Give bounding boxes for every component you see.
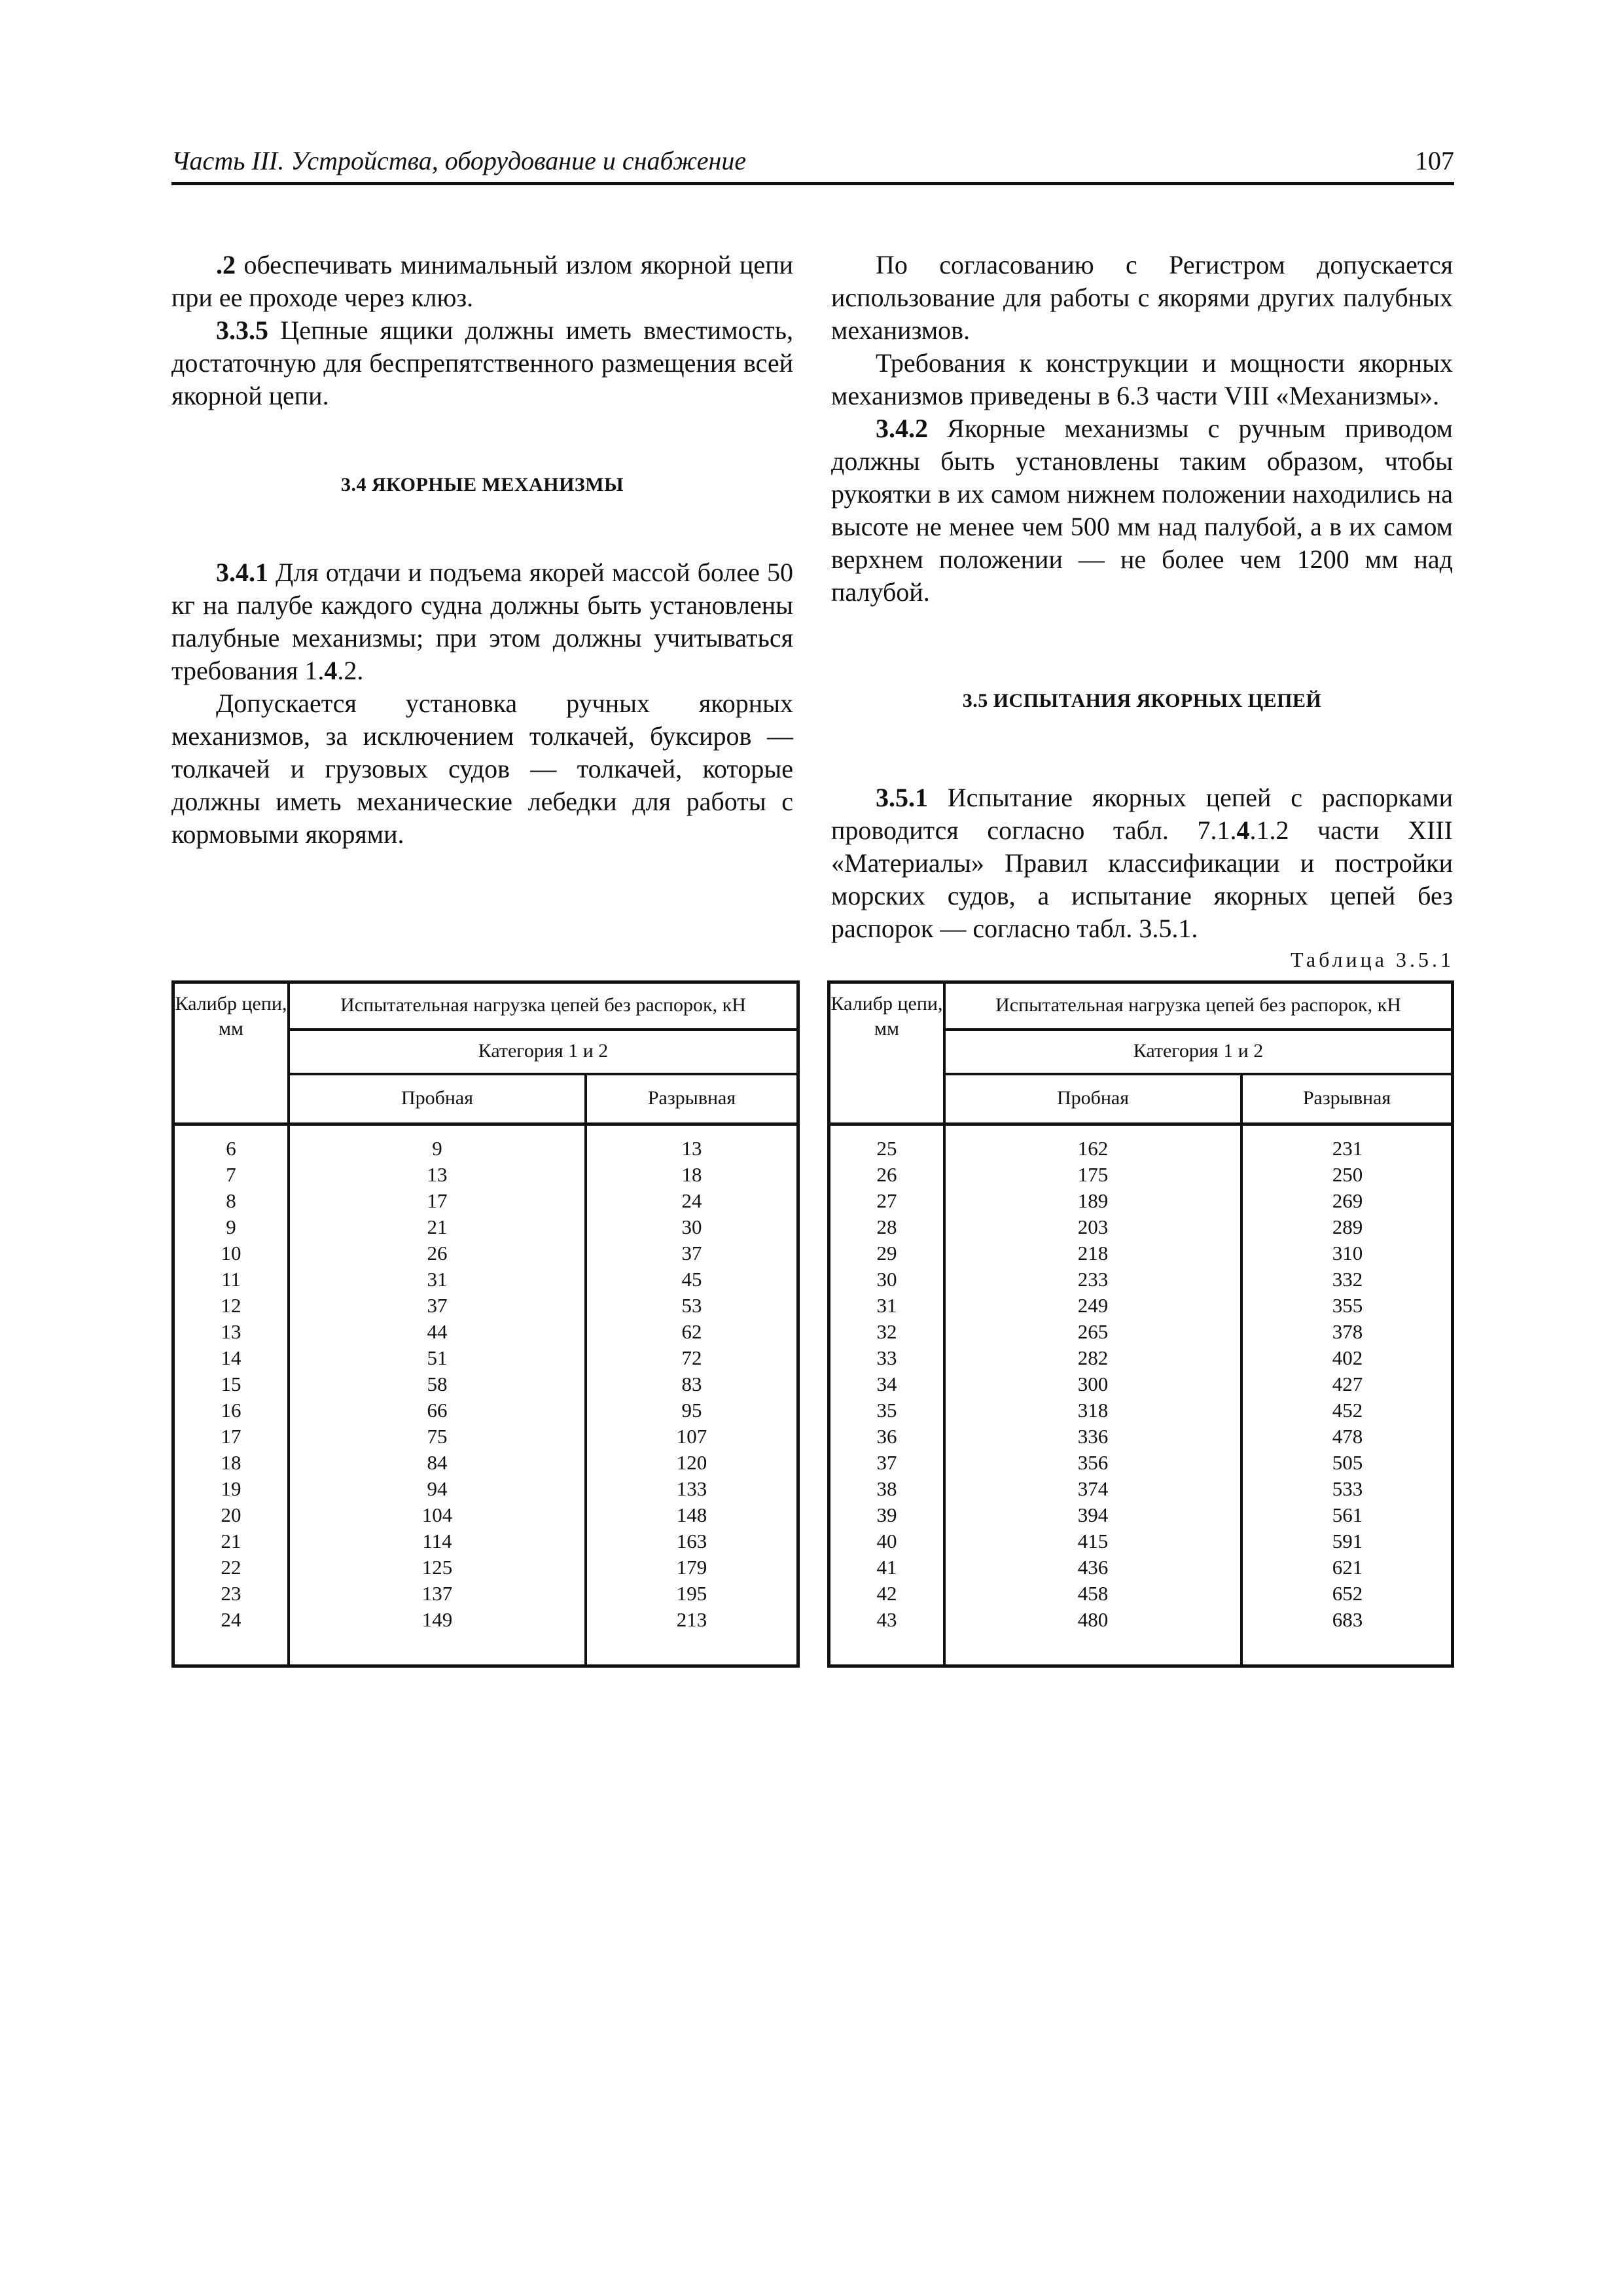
proof-load-cell: 75 [427,1425,448,1448]
breaking-load-cell: 45 [681,1268,702,1291]
header-load: Испытательная нагрузка цепей без распорок, кН [995,994,1401,1016]
chain-test-table-right [827,980,1454,1668]
proof-load-cell: 458 [1077,1582,1109,1605]
breaking-load-cell: 355 [1332,1294,1363,1317]
breaking-load-cell: 95 [681,1399,702,1422]
header-proof: Пробная [1056,1087,1130,1109]
caliber-cell: 41 [876,1556,897,1579]
page-number: 107 [1415,146,1454,175]
table-row [830,1397,1451,1424]
table-row [830,1502,1451,1528]
caliber-cell: 6 [226,1137,236,1160]
proof-load-cell: 17 [427,1189,448,1212]
table-row [830,1162,1451,1188]
caliber-cell: 18 [221,1451,241,1474]
table-row [830,1528,1451,1554]
table-row [175,1240,796,1266]
table-body-right [830,1136,1451,1633]
proof-load-cell: 265 [1077,1320,1109,1343]
paragraph: .2 обеспечивать минимальный излом якорной цепи при ее проходе через клюз. [171,250,793,312]
breaking-load-cell: 427 [1332,1372,1363,1395]
caliber-cell: 13 [221,1320,241,1343]
paragraph: Требования к конструкции и мощности якорных механизмов приведены в 6.3 части VIII «Механизмы». [831,348,1453,410]
chain-test-table-left [171,980,800,1668]
caliber-cell: 9 [226,1215,236,1238]
table-body-left [175,1136,796,1633]
table-row [830,1188,1451,1214]
breaking-load-cell: 683 [1332,1608,1363,1631]
table-row [830,1345,1451,1371]
table-row [175,1293,796,1319]
table-row [830,1450,1451,1476]
proof-load-cell: 480 [1077,1608,1109,1631]
table-row [175,1266,796,1293]
table-row [830,1214,1451,1240]
breaking-load-cell: 179 [676,1556,707,1579]
caliber-cell: 16 [221,1399,241,1422]
caliber-cell: 37 [876,1451,897,1474]
proof-load-cell: 175 [1077,1163,1109,1186]
header-caliber: Калибр цепи, мм [175,993,287,1039]
table-caption: Таблица 3.5.1 [1291,948,1454,971]
table-row [830,1293,1451,1319]
table-row [830,1424,1451,1450]
table-row [175,1162,796,1188]
table-row [175,1450,796,1476]
table-row [175,1136,796,1162]
paragraph: По согласованию с Регистром допускается использование для работы с якорями других палубных механизмов. [831,250,1453,345]
caliber-cell: 34 [876,1372,897,1395]
table-row [830,1266,1451,1293]
proof-load-cell: 66 [427,1399,448,1422]
breaking-load-cell: 120 [676,1451,707,1474]
paragraph: Допускается установка ручных якорных механизмов, за исключением толкачей, буксиров — толкачей и грузовых судов — толкачей, которые должны иметь механические лебедки для работы с кормовыми якорями. [171,689,793,849]
table-row [175,1502,796,1528]
proof-load-cell: 26 [427,1242,448,1265]
header-title: Часть III. Устройства, оборудование и снабжение [171,146,747,175]
caliber-cell: 14 [221,1346,241,1369]
caliber-cell: 36 [876,1425,897,1448]
header-breaking: Разрывная [1302,1087,1391,1109]
breaking-load-cell: 452 [1332,1399,1363,1422]
caliber-cell: 31 [876,1294,897,1317]
breaking-load-cell: 289 [1332,1215,1363,1238]
breaking-load-cell: 195 [676,1582,707,1605]
proof-load-cell: 218 [1077,1242,1109,1265]
header-category: Категория 1 и 2 [478,1040,609,1062]
caliber-cell: 27 [876,1189,897,1212]
caliber-cell: 43 [876,1608,897,1631]
header-breaking: Разрывная [647,1087,736,1109]
caliber-cell: 8 [226,1189,236,1212]
caliber-cell: 30 [876,1268,897,1291]
proof-load-cell: 104 [421,1503,453,1526]
section-heading: 3.4 ЯКОРНЫЕ МЕХАНИЗМЫ [340,474,624,495]
proof-load-cell: 51 [427,1346,448,1369]
caliber-cell: 25 [876,1137,897,1160]
breaking-load-cell: 310 [1332,1242,1363,1265]
proof-load-cell: 37 [427,1294,448,1317]
breaking-load-cell: 652 [1332,1582,1363,1605]
caliber-cell: 21 [221,1530,241,1552]
paragraph: 3.5.1 Испытание якорных цепей с распорками проводится согласно табл. 7.1.4.1.2 части XIII «Материалы» Правил классификации и постройки морских судов, а испытание якорных цепей без распорок — согласно табл. 3.5.1. [831,783,1453,943]
table-row [175,1607,796,1633]
proof-load-cell: 21 [427,1215,448,1238]
breaking-load-cell: 213 [676,1608,707,1631]
proof-load-cell: 415 [1077,1530,1109,1552]
left-column [171,249,793,851]
breaking-load-cell: 163 [676,1530,707,1552]
breaking-load-cell: 250 [1332,1163,1363,1186]
table-row [175,1188,796,1214]
caliber-cell: 33 [876,1346,897,1369]
table-row [830,1136,1451,1162]
proof-load-cell: 374 [1077,1477,1109,1500]
table-row [175,1581,796,1607]
paragraph: 3.4.1 Для отдачи и подъема якорей массой более 50 кг на палубе каждого судна должны быть установлены палубные механизмы; при этом должны учитываться требования 1.4.2. [171,558,793,685]
breaking-load-cell: 72 [681,1346,702,1369]
proof-load-cell: 189 [1077,1189,1109,1212]
breaking-load-cell: 53 [681,1294,702,1317]
caliber-cell: 24 [221,1608,241,1631]
section-heading: 3.5 ИСПЫТАНИЯ ЯКОРНЫХ ЦЕПЕЙ [962,690,1322,711]
proof-load-cell: 356 [1077,1451,1109,1474]
table-row [175,1345,796,1371]
caliber-cell: 35 [876,1399,897,1422]
proof-load-cell: 58 [427,1372,448,1395]
breaking-load-cell: 505 [1332,1451,1363,1474]
header-caliber: Калибр цепи, мм [830,993,943,1039]
table-row [175,1214,796,1240]
proof-load-cell: 233 [1077,1268,1109,1291]
header-load: Испытательная нагрузка цепей без распорок, кН [340,994,746,1016]
running-header [171,143,1454,185]
table-row [175,1371,796,1397]
breaking-load-cell: 107 [676,1425,707,1448]
caliber-cell: 19 [221,1477,241,1500]
table-row [175,1528,796,1554]
proof-load-cell: 44 [427,1320,448,1343]
caliber-cell: 38 [876,1477,897,1500]
table-row [830,1476,1451,1502]
caliber-cell: 7 [226,1163,236,1186]
breaking-load-cell: 533 [1332,1477,1363,1500]
caliber-cell: 23 [221,1582,241,1605]
proof-load-cell: 436 [1077,1556,1109,1579]
proof-load-cell: 114 [422,1530,452,1552]
proof-load-cell: 249 [1077,1294,1109,1317]
table-row [830,1607,1451,1633]
table-row [830,1240,1451,1266]
breaking-load-cell: 13 [681,1137,702,1160]
caliber-cell: 39 [876,1503,897,1526]
proof-load-cell: 94 [427,1477,448,1500]
proof-load-cell: 394 [1077,1503,1109,1526]
proof-load-cell: 300 [1077,1372,1109,1395]
breaking-load-cell: 269 [1332,1189,1363,1212]
caliber-cell: 42 [876,1582,897,1605]
table-row [175,1397,796,1424]
caliber-cell: 28 [876,1215,897,1238]
header-category: Категория 1 и 2 [1133,1040,1264,1062]
caliber-cell: 26 [876,1163,897,1186]
proof-load-cell: 149 [421,1608,453,1631]
header-proof: Пробная [401,1087,474,1109]
table-row [175,1319,796,1345]
paragraph: 3.3.5 Цепные ящики должны иметь вместимость, достаточную для беспрепятственного размещения всей якорной цепи. [171,315,793,410]
caliber-cell: 32 [876,1320,897,1343]
table-row [175,1476,796,1502]
caliber-cell: 12 [221,1294,241,1317]
proof-load-cell: 31 [427,1268,448,1291]
proof-load-cell: 13 [427,1163,448,1186]
proof-load-cell: 318 [1077,1399,1109,1422]
breaking-load-cell: 30 [681,1215,702,1238]
right-column [831,249,1453,945]
breaking-load-cell: 402 [1332,1346,1363,1369]
caliber-cell: 22 [221,1556,241,1579]
breaking-load-cell: 83 [681,1372,702,1395]
table-row [830,1581,1451,1607]
proof-load-cell: 336 [1077,1425,1109,1448]
breaking-load-cell: 133 [676,1477,707,1500]
paragraph: 3.4.2 Якорные механизмы с ручным приводом должны быть установлены таким образом, чтобы рукоятки в их самом нижнем положении находились на высоте не менее чем 500 мм над палубой, а в их самом верхнем положении — не более чем 1200 мм над палубой. [831,414,1453,607]
breaking-load-cell: 332 [1332,1268,1363,1291]
caliber-cell: 11 [221,1268,241,1291]
table-row [175,1554,796,1581]
proof-load-cell: 84 [427,1451,448,1474]
caliber-cell: 20 [221,1503,241,1526]
caliber-cell: 40 [876,1530,897,1552]
proof-load-cell: 282 [1077,1346,1109,1369]
caliber-cell: 17 [221,1425,241,1448]
breaking-load-cell: 231 [1332,1137,1363,1160]
table-row [830,1554,1451,1581]
proof-load-cell: 137 [421,1582,453,1605]
table-row [175,1424,796,1450]
proof-load-cell: 162 [1077,1137,1109,1160]
breaking-load-cell: 478 [1332,1425,1363,1448]
proof-load-cell: 9 [432,1137,442,1160]
breaking-load-cell: 591 [1332,1530,1363,1552]
proof-load-cell: 203 [1077,1215,1109,1238]
caliber-cell: 15 [221,1372,241,1395]
breaking-load-cell: 62 [681,1320,702,1343]
breaking-load-cell: 24 [681,1189,702,1212]
table-row [830,1319,1451,1345]
caliber-cell: 29 [876,1242,897,1265]
breaking-load-cell: 621 [1332,1556,1363,1579]
table-row [830,1371,1451,1397]
breaking-load-cell: 18 [681,1163,702,1186]
breaking-load-cell: 148 [676,1503,707,1526]
proof-load-cell: 125 [421,1556,453,1579]
breaking-load-cell: 37 [681,1242,702,1265]
caliber-cell: 10 [221,1242,241,1265]
breaking-load-cell: 378 [1332,1320,1363,1343]
breaking-load-cell: 561 [1332,1503,1363,1526]
